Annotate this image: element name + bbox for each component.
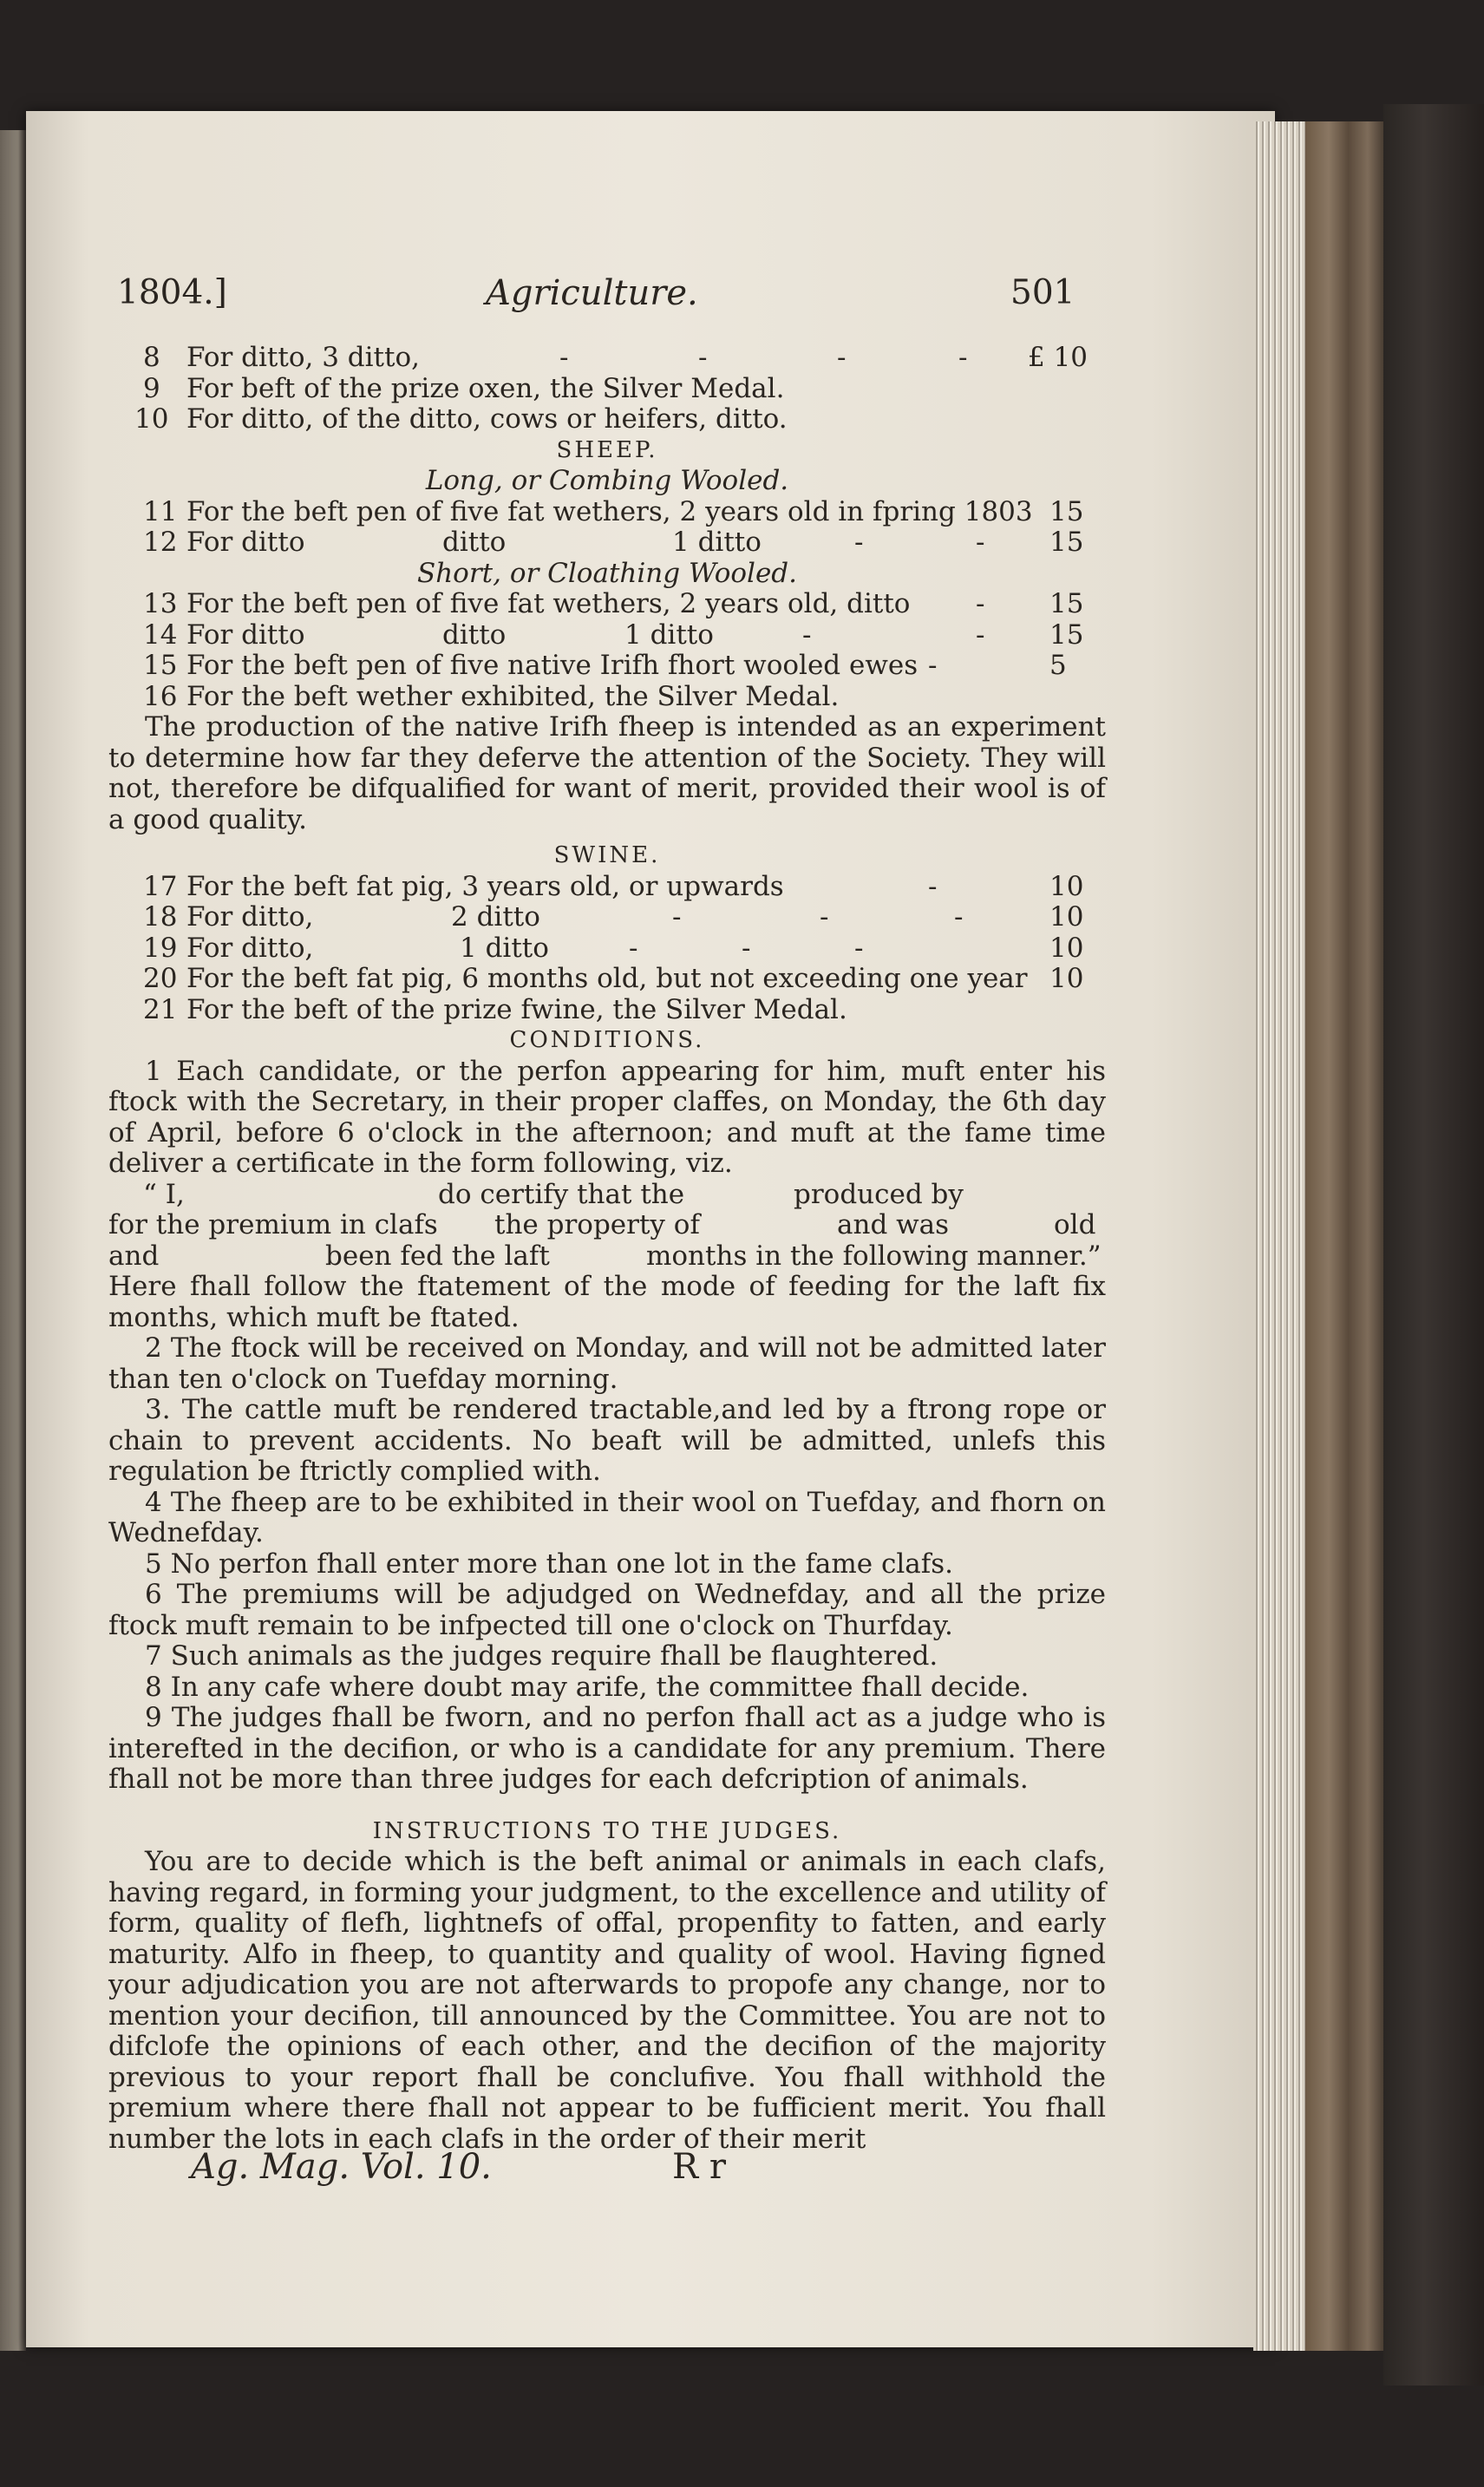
facing-page-edge bbox=[0, 130, 26, 2351]
premium-item: 13 For the beft pen of five fat wethers, 2 years old, ditto - 15 bbox=[143, 588, 1084, 619]
page-body bbox=[108, 343, 1106, 2155]
condition-1: 1 Each candidate, or the perfon appearing for him, muft enter his ftock with the Secretary, in their proper claffes, on Monday, the 6th day of April, before 6 o'clock in the afternoon; and muft at the fame time deliver a certificate in the form following, viz. bbox=[108, 1055, 1106, 1179]
certificate-line-2: for the premium in clafs the property of and was old bbox=[108, 1209, 1096, 1240]
premium-item: 21 For the beft of the prize fwine, the Silver Medal. bbox=[143, 993, 847, 1025]
condition-5: 5 No perfon fhall enter more than one lot in the fame clafs. bbox=[145, 1548, 953, 1580]
premium-item: 12 For ditto ditto 1 ditto - - 15 bbox=[143, 527, 1084, 558]
premium-item: 10 For ditto, of the ditto, cows or heifers, ditto. bbox=[134, 403, 788, 435]
condition-7: 7 Such animals as the judges require fhall be flaughtered. bbox=[145, 1640, 938, 1672]
certificate-line-1: “ I, do certify that the produced by bbox=[143, 1178, 964, 1210]
section-heading-sheep: SHEEP. bbox=[556, 436, 658, 463]
condition-9: 9 The judges fhall be fworn, and no perfon fhall act as a judge who is interefted in the decifion, or who is a candidate for any premium. There fhall not be more than three judges for each defcription of animals. bbox=[108, 1702, 1106, 1795]
premium-item: 20 For the beft fat pig, 6 months old, but not exceeding one year 10 bbox=[143, 963, 1084, 994]
book-spine bbox=[1383, 104, 1484, 2386]
instructions-text: You are to decide which is the beft animal or animals in each clafs, having regard, in forming your judgment, to the excellence and utility of form, quality of flefh, lightnefs of offal, propenfity to fatten, and early maturity. Alfo in fheep, to quantity and quality of wool. Having figned your adjudication you are not afterwards to propofe any change, nor to mention your decifion, till announced by the Committee. You are not to difclofe the opinions of each other, and the decifion of the majority previous to your report fhall be conclufive. You fhall withhold the premium where there fhall not appear to be fufficient merit. You fhall number the lots in each clafs in the order of their merit bbox=[108, 1846, 1106, 2155]
running-header bbox=[0, 273, 1484, 325]
premium-item: 9 For beft of the prize oxen, the Silver Medal. bbox=[143, 372, 785, 404]
page-number: 501 bbox=[1010, 273, 1075, 312]
premium-amount: £ 10 bbox=[1028, 342, 1088, 373]
subheading-long-wooled: Long, or Combing Wooled. bbox=[425, 465, 789, 496]
signature-mark: R r bbox=[672, 2147, 726, 2187]
premium-item: 14 For ditto ditto 1 ditto - - 15 bbox=[143, 618, 1084, 651]
page-edges bbox=[1253, 121, 1305, 2351]
subheading-short-wooled: Short, or Cloathing Wooled. bbox=[416, 557, 797, 589]
section-heading-instructions: INSTRUCTIONS TO THE JUDGES. bbox=[372, 1817, 842, 1844]
premium-item: 11 For the beft pen of five fat wethers, 2 years old in fpring 1803 15 bbox=[143, 495, 1084, 527]
premium-item: 8 For ditto, 3 ditto, - - - - £ 10 bbox=[143, 342, 1088, 373]
sheep-note: The production of the native Irifh fheep is intended as an experiment to determine how far they deferve the attention of the Society. They will not, therefore be difqualified for want of merit, provided their wool is of a good quality. bbox=[108, 711, 1106, 835]
section-heading-conditions: CONDITIONS. bbox=[509, 1027, 705, 1053]
premium-item: 19 For ditto, 1 ditto - - - 10 bbox=[143, 932, 1084, 964]
page-footer bbox=[191, 2147, 971, 2187]
premium-item: 18 For ditto, 2 ditto - - - 10 bbox=[143, 901, 1084, 933]
premium-item: 15 For the beft pen of five native Irifh fhort wooled ewes - 5 bbox=[143, 650, 1067, 681]
condition-3: 3. The cattle muft be rendered tractable,and led by a ftrong rope or chain to prevent accidents. No beaft will be admitted, unlefs this regulation be ftrictly complied with. bbox=[108, 1394, 1106, 1487]
condition-2: 2 The ftock will be received on Monday, and will not be admitted later than ten o'clock on Tuefday morning. bbox=[108, 1332, 1106, 1395]
header-title: Agriculture. bbox=[486, 273, 698, 313]
condition-4: 4 The fheep are to be exhibited in their wool on Tuefday, and fhorn on Wednefday. bbox=[108, 1486, 1106, 1548]
premium-item: 16 For the beft wether exhibited, the Silver Medal. bbox=[143, 680, 840, 712]
certificate-note: Here fhall follow the ftatement of the mode of feeding for the laft fix months, which muft be ftated. bbox=[108, 1271, 1106, 1333]
footer-volume: Ag. Mag. Vol. 10. bbox=[191, 2147, 492, 2187]
book-cover-board bbox=[1305, 121, 1383, 2351]
condition-6: 6 The premiums will be adjudged on Wednefday, and all the prize ftock muft remain to be infpected till one o'clock on Thurfday. bbox=[108, 1579, 1106, 1641]
section-heading-swine: SWINE. bbox=[553, 842, 661, 868]
condition-8: 8 In any cafe where doubt may arife, the committee fhall decide. bbox=[145, 1671, 1030, 1703]
certificate-line-3: and been fed the laft months in the following manner.” bbox=[108, 1240, 1102, 1272]
header-year: 1804.] bbox=[117, 273, 227, 312]
premium-item: 17 For the beft fat pig, 3 years old, or upwards - 10 bbox=[143, 870, 1084, 902]
